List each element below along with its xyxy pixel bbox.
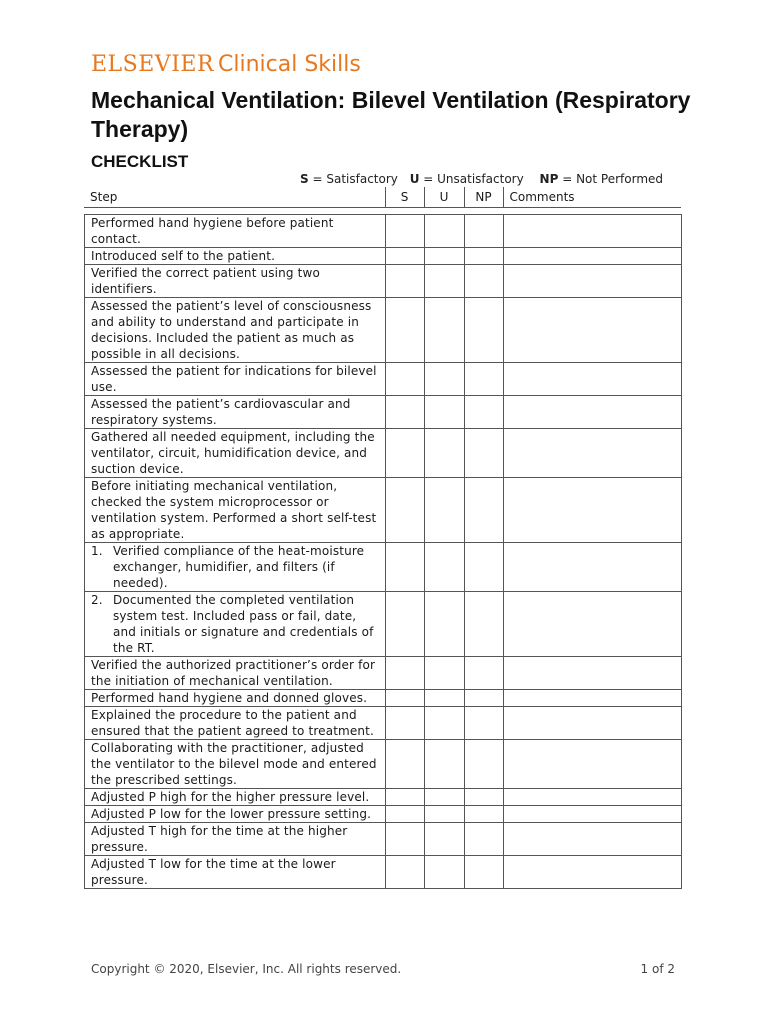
table-row xyxy=(85,806,682,823)
s-rating-cell[interactable] xyxy=(386,690,425,707)
section-heading: CHECKLIST xyxy=(91,152,189,171)
u-rating-cell[interactable] xyxy=(425,592,465,657)
u-rating-cell[interactable] xyxy=(425,363,465,396)
u-rating-cell[interactable] xyxy=(425,657,465,690)
step-cell: Performed hand hygiene and donned gloves. xyxy=(85,690,386,707)
u-rating-cell[interactable] xyxy=(425,543,465,592)
table-row xyxy=(85,823,682,856)
u-rating-cell[interactable] xyxy=(425,806,465,823)
np-rating-cell[interactable] xyxy=(465,806,504,823)
u-rating-cell[interactable] xyxy=(425,396,465,429)
rating-legend xyxy=(300,172,663,186)
np-rating-cell[interactable] xyxy=(465,789,504,806)
comments-cell[interactable] xyxy=(504,823,682,856)
sub-step xyxy=(91,592,379,656)
np-rating-cell[interactable] xyxy=(465,396,504,429)
step-cell xyxy=(85,592,386,657)
s-rating-cell[interactable] xyxy=(386,740,425,789)
col-header-s: S xyxy=(385,187,424,208)
np-rating-cell[interactable] xyxy=(465,856,504,889)
table-row xyxy=(85,429,682,478)
step-cell: Performed hand hygiene before patient contact. xyxy=(85,215,386,248)
comments-cell[interactable] xyxy=(504,396,682,429)
comments-cell[interactable] xyxy=(504,298,682,363)
s-rating-cell[interactable] xyxy=(386,363,425,396)
comments-cell[interactable] xyxy=(504,657,682,690)
sub-step-number: 1. xyxy=(91,544,103,558)
comments-cell[interactable] xyxy=(504,707,682,740)
np-rating-cell[interactable] xyxy=(465,690,504,707)
s-rating-cell[interactable] xyxy=(386,396,425,429)
brand-clinical-skills: Clinical Skills xyxy=(218,52,361,77)
step-cell: Adjusted T high for the time at the higher pressure. xyxy=(85,823,386,856)
sub-step-number: 2. xyxy=(91,593,103,607)
u-rating-cell[interactable] xyxy=(425,856,465,889)
s-rating-cell[interactable] xyxy=(386,657,425,690)
np-rating-cell[interactable] xyxy=(465,543,504,592)
comments-cell[interactable] xyxy=(504,363,682,396)
u-rating-cell[interactable] xyxy=(425,690,465,707)
sub-step-text: Documented the completed ventilation system test. Included pass or fail, date, and initials or signature and credentials of the RT. xyxy=(113,593,374,655)
u-rating-cell[interactable] xyxy=(425,823,465,856)
table-row xyxy=(85,298,682,363)
s-rating-cell[interactable] xyxy=(386,478,425,543)
legend-np-key: NP xyxy=(539,172,559,186)
step-cell: Verified the authorized practitioner’s order for the initiation of mechanical ventilation. xyxy=(85,657,386,690)
s-rating-cell[interactable] xyxy=(386,823,425,856)
np-rating-cell[interactable] xyxy=(465,298,504,363)
comments-cell[interactable] xyxy=(504,856,682,889)
s-rating-cell[interactable] xyxy=(386,543,425,592)
sub-step xyxy=(91,543,379,591)
table-row xyxy=(85,543,682,592)
s-rating-cell[interactable] xyxy=(386,806,425,823)
np-rating-cell[interactable] xyxy=(465,740,504,789)
table-row xyxy=(85,690,682,707)
s-rating-cell[interactable] xyxy=(386,592,425,657)
np-rating-cell[interactable] xyxy=(465,265,504,298)
step-cell: Verified the correct patient using two identifiers. xyxy=(85,265,386,298)
comments-cell[interactable] xyxy=(504,806,682,823)
s-rating-cell[interactable] xyxy=(386,265,425,298)
col-header-comments: Comments xyxy=(503,187,681,208)
step-cell xyxy=(85,543,386,592)
comments-cell[interactable] xyxy=(504,543,682,592)
legend-np-text: = Not Performed xyxy=(562,172,664,186)
table-row xyxy=(85,265,682,298)
u-rating-cell[interactable] xyxy=(425,215,465,248)
table-row xyxy=(85,789,682,806)
s-rating-cell[interactable] xyxy=(386,215,425,248)
np-rating-cell[interactable] xyxy=(465,363,504,396)
np-rating-cell[interactable] xyxy=(465,823,504,856)
u-rating-cell[interactable] xyxy=(425,740,465,789)
table-row xyxy=(85,363,682,396)
comments-cell[interactable] xyxy=(504,690,682,707)
u-rating-cell[interactable] xyxy=(425,429,465,478)
np-rating-cell[interactable] xyxy=(465,707,504,740)
step-cell: Explained the procedure to the patient and ensured that the patient agreed to treatment. xyxy=(85,707,386,740)
s-rating-cell[interactable] xyxy=(386,248,425,265)
comments-cell[interactable] xyxy=(504,592,682,657)
table-row xyxy=(85,856,682,889)
u-rating-cell[interactable] xyxy=(425,707,465,740)
col-header-step: Step xyxy=(84,187,385,208)
u-rating-cell[interactable] xyxy=(425,265,465,298)
table-row xyxy=(85,657,682,690)
comments-cell[interactable] xyxy=(504,789,682,806)
step-cell: Adjusted P low for the lower pressure setting. xyxy=(85,806,386,823)
s-rating-cell[interactable] xyxy=(386,707,425,740)
step-cell: Assessed the patient’s level of consciousness and ability to understand and participate in decisions. Included the patient as much as possible in all decisions. xyxy=(85,298,386,363)
step-cell: Adjusted T low for the time at the lower pressure. xyxy=(85,856,386,889)
legend-s-text: = Satisfactory xyxy=(312,172,398,186)
u-rating-cell[interactable] xyxy=(425,789,465,806)
step-cell: Collaborating with the practitioner, adjusted the ventilator to the bilevel mode and entered the prescribed settings. xyxy=(85,740,386,789)
legend-u-key: U xyxy=(409,172,420,186)
table-row xyxy=(85,707,682,740)
comments-cell[interactable] xyxy=(504,265,682,298)
step-cell: Before initiating mechanical ventilation, checked the system microprocessor or ventilation system. Performed a short self-test as appropriate. xyxy=(85,478,386,543)
table-row xyxy=(85,396,682,429)
table-row xyxy=(85,478,682,543)
s-rating-cell[interactable] xyxy=(386,429,425,478)
brand-elsevier: ELSEVIER xyxy=(91,52,215,77)
s-rating-cell[interactable] xyxy=(386,298,425,363)
comments-cell[interactable] xyxy=(504,215,682,248)
np-rating-cell[interactable] xyxy=(465,215,504,248)
s-rating-cell[interactable] xyxy=(386,789,425,806)
col-header-u: U xyxy=(424,187,464,208)
table-row xyxy=(85,248,682,265)
elsevier-clinical-skills-logo xyxy=(91,52,361,77)
np-rating-cell[interactable] xyxy=(465,592,504,657)
np-rating-cell[interactable] xyxy=(465,478,504,543)
step-cell: Assessed the patient’s cardiovascular and respiratory systems. xyxy=(85,396,386,429)
checklist-header xyxy=(84,187,681,208)
legend-s-key: S xyxy=(300,172,309,186)
s-rating-cell[interactable] xyxy=(386,856,425,889)
table-row xyxy=(85,740,682,789)
np-rating-cell[interactable] xyxy=(465,248,504,265)
step-cell: Assessed the patient for indications for bilevel use. xyxy=(85,363,386,396)
step-cell: Introduced self to the patient. xyxy=(85,248,386,265)
comments-cell[interactable] xyxy=(504,429,682,478)
u-rating-cell[interactable] xyxy=(425,248,465,265)
comments-cell[interactable] xyxy=(504,740,682,789)
np-rating-cell[interactable] xyxy=(465,657,504,690)
step-cell: Gathered all needed equipment, including the ventilator, circuit, humidification device, and suction device. xyxy=(85,429,386,478)
u-rating-cell[interactable] xyxy=(425,298,465,363)
table-row xyxy=(85,592,682,657)
comments-cell[interactable] xyxy=(504,248,682,265)
legend-u-text: = Unsatisfactory xyxy=(423,172,524,186)
page-title: Mechanical Ventilation: Bilevel Ventilation (Respiratory Therapy) xyxy=(91,87,691,142)
copyright-text: Copyright © 2020, Elsevier, Inc. All rights reserved. xyxy=(91,962,402,976)
table-row xyxy=(85,215,682,248)
sub-step-text: Verified compliance of the heat-moisture exchanger, humidifier, and filters (if needed). xyxy=(113,544,365,590)
col-header-np: NP xyxy=(464,187,503,208)
u-rating-cell[interactable] xyxy=(425,478,465,543)
checklist-table xyxy=(84,214,682,889)
comments-cell[interactable] xyxy=(504,478,682,543)
page-number: 1 of 2 xyxy=(640,962,675,976)
step-cell: Adjusted P high for the higher pressure level. xyxy=(85,789,386,806)
np-rating-cell[interactable] xyxy=(465,429,504,478)
